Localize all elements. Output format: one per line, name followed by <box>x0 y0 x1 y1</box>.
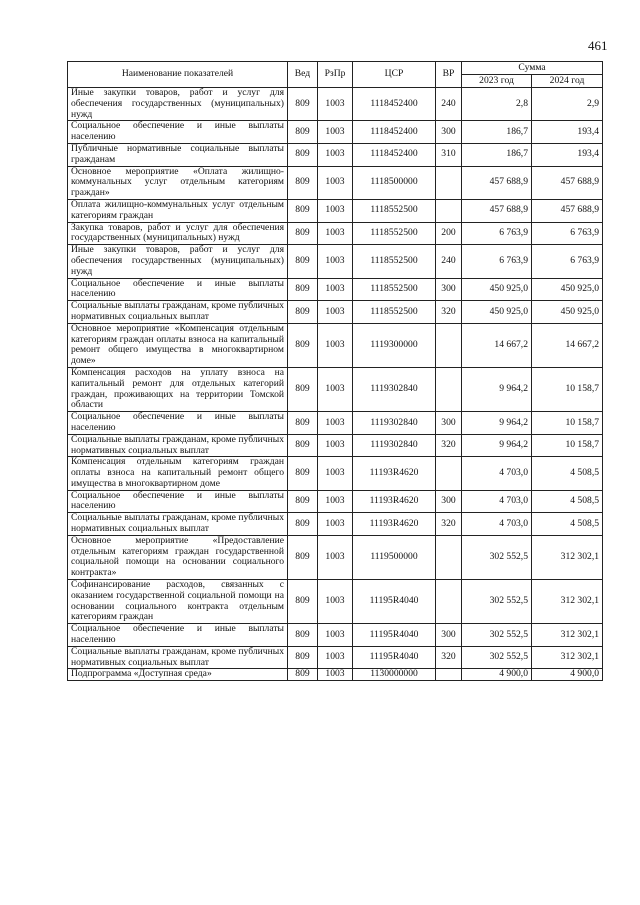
row-name-cell: Компенсация расходов на уплату взноса на капитальный ремонт для отдельных категорий граждан, проживающих на территории Томской области <box>68 367 288 411</box>
row-sum-2023-cell: 302 552,5 <box>462 646 532 669</box>
row-sum-2023-cell: 6 763,9 <box>462 222 532 245</box>
row-csr-cell: 11195R4040 <box>353 580 436 624</box>
row-sum-2023-cell: 302 552,5 <box>462 624 532 647</box>
row-name-cell: Основное мероприятие «Предоставление отдельным категориям граждан государственной социальной помощи на основании социального контракта» <box>68 535 288 579</box>
row-sum-2023-cell: 457 688,9 <box>462 199 532 222</box>
table-row <box>68 535 603 579</box>
row-sum-2023-cell: 457 688,9 <box>462 166 532 199</box>
row-csr-cell: 1119302840 <box>353 434 436 457</box>
row-sum-2024-cell: 4 508,5 <box>532 457 603 490</box>
row-rzpr-cell: 1003 <box>318 166 353 199</box>
row-rzpr-cell: 1003 <box>318 88 353 121</box>
table-row <box>68 166 603 199</box>
row-csr-cell: 1130000000 <box>353 669 436 681</box>
row-ved-cell: 809 <box>288 199 318 222</box>
row-ved-cell: 809 <box>288 412 318 435</box>
row-ved-cell: 809 <box>288 166 318 199</box>
row-rzpr-cell: 1003 <box>318 199 353 222</box>
table-row <box>68 646 603 669</box>
row-name-cell: Социальные выплаты гражданам, кроме публичных нормативных социальных выплат <box>68 646 288 669</box>
row-vr-cell <box>436 580 462 624</box>
budget-table <box>67 61 603 681</box>
row-sum-2023-cell: 4 703,0 <box>462 457 532 490</box>
row-csr-cell: 1118552500 <box>353 199 436 222</box>
row-vr-cell: 300 <box>436 624 462 647</box>
row-sum-2023-cell: 302 552,5 <box>462 580 532 624</box>
row-rzpr-cell: 1003 <box>318 367 353 411</box>
row-csr-cell: 1119300000 <box>353 323 436 367</box>
row-csr-cell: 1118452400 <box>353 121 436 144</box>
row-sum-2024-cell: 10 158,7 <box>532 367 603 411</box>
row-vr-cell <box>436 166 462 199</box>
row-rzpr-cell: 1003 <box>318 646 353 669</box>
header-name: Наименование показателей <box>68 62 288 88</box>
table-row <box>68 669 603 681</box>
row-name-cell: Компенсация отдельным категориям граждан оплаты взноса на капитальный ремонт общего имущества в многоквартирном доме <box>68 457 288 490</box>
header-csr: ЦСР <box>353 62 436 88</box>
row-name-cell: Иные закупки товаров, работ и услуг для обеспечения государственных (муниципальных) нужд <box>68 245 288 278</box>
row-name-cell: Подпрограмма «Доступная среда» <box>68 669 288 681</box>
row-name-cell: Основное мероприятие «Компенсация отдельным категориям граждан оплаты взноса на капитальный ремонт общего имущества в многоквартирном доме» <box>68 323 288 367</box>
row-ved-cell: 809 <box>288 580 318 624</box>
row-vr-cell: 240 <box>436 88 462 121</box>
table-row <box>68 278 603 301</box>
row-sum-2023-cell: 4 900,0 <box>462 669 532 681</box>
table-row <box>68 121 603 144</box>
table-body <box>68 88 603 681</box>
row-ved-cell: 809 <box>288 143 318 166</box>
row-csr-cell: 1118452400 <box>353 143 436 166</box>
row-ved-cell: 809 <box>288 624 318 647</box>
row-vr-cell <box>436 535 462 579</box>
row-vr-cell <box>436 323 462 367</box>
row-sum-2024-cell: 457 688,9 <box>532 199 603 222</box>
row-rzpr-cell: 1003 <box>318 121 353 144</box>
row-csr-cell: 1119500000 <box>353 535 436 579</box>
row-ved-cell: 809 <box>288 301 318 324</box>
row-rzpr-cell: 1003 <box>318 222 353 245</box>
row-name-cell: Социальные выплаты гражданам, кроме публичных нормативных социальных выплат <box>68 301 288 324</box>
row-vr-cell: 320 <box>436 646 462 669</box>
header-ved: Вед <box>288 62 318 88</box>
row-ved-cell: 809 <box>288 434 318 457</box>
row-sum-2023-cell: 9 964,2 <box>462 367 532 411</box>
row-sum-2024-cell: 312 302,1 <box>532 580 603 624</box>
row-sum-2024-cell: 312 302,1 <box>532 624 603 647</box>
page-number: 461 <box>588 38 608 53</box>
row-sum-2024-cell: 312 302,1 <box>532 646 603 669</box>
row-csr-cell: 1119302840 <box>353 412 436 435</box>
row-rzpr-cell: 1003 <box>318 490 353 513</box>
row-sum-2024-cell: 193,4 <box>532 143 603 166</box>
row-ved-cell: 809 <box>288 367 318 411</box>
row-sum-2024-cell: 312 302,1 <box>532 535 603 579</box>
row-csr-cell: 1118500000 <box>353 166 436 199</box>
row-sum-2024-cell: 457 688,9 <box>532 166 603 199</box>
row-rzpr-cell: 1003 <box>318 457 353 490</box>
row-csr-cell: 1118452400 <box>353 88 436 121</box>
row-sum-2023-cell: 186,7 <box>462 121 532 144</box>
header-year-2024: 2024 год <box>532 75 603 88</box>
table-row <box>68 457 603 490</box>
row-name-cell: Основное мероприятие «Оплата жилищно-коммунальных услуг отдельным категориям граждан» <box>68 166 288 199</box>
row-sum-2023-cell: 2,8 <box>462 88 532 121</box>
header-year-2023: 2023 год <box>462 75 532 88</box>
row-sum-2024-cell: 2,9 <box>532 88 603 121</box>
row-name-cell: Социальные выплаты гражданам, кроме публичных нормативных социальных выплат <box>68 434 288 457</box>
row-ved-cell: 809 <box>288 646 318 669</box>
row-vr-cell: 300 <box>436 278 462 301</box>
table-row <box>68 323 603 367</box>
row-ved-cell: 809 <box>288 457 318 490</box>
row-name-cell: Социальное обеспечение и иные выплаты населению <box>68 412 288 435</box>
row-ved-cell: 809 <box>288 513 318 536</box>
table-row <box>68 301 603 324</box>
row-sum-2024-cell: 4 508,5 <box>532 490 603 513</box>
row-sum-2024-cell: 14 667,2 <box>532 323 603 367</box>
table-row <box>68 580 603 624</box>
row-rzpr-cell: 1003 <box>318 513 353 536</box>
row-sum-2024-cell: 450 925,0 <box>532 301 603 324</box>
row-csr-cell: 1118552500 <box>353 245 436 278</box>
row-vr-cell: 320 <box>436 434 462 457</box>
table-row <box>68 624 603 647</box>
row-sum-2024-cell: 450 925,0 <box>532 278 603 301</box>
row-name-cell: Социальное обеспечение и иные выплаты населению <box>68 278 288 301</box>
row-name-cell: Иные закупки товаров, работ и услуг для обеспечения государственных (муниципальных) нужд <box>68 88 288 121</box>
row-sum-2023-cell: 4 703,0 <box>462 490 532 513</box>
table-row <box>68 222 603 245</box>
row-rzpr-cell: 1003 <box>318 580 353 624</box>
row-vr-cell: 200 <box>436 222 462 245</box>
row-sum-2024-cell: 193,4 <box>532 121 603 144</box>
row-vr-cell: 320 <box>436 513 462 536</box>
row-vr-cell: 320 <box>436 301 462 324</box>
row-csr-cell: 1118552500 <box>353 278 436 301</box>
row-vr-cell: 300 <box>436 490 462 513</box>
row-name-cell: Социальные выплаты гражданам, кроме публичных нормативных социальных выплат <box>68 513 288 536</box>
row-csr-cell: 11195R4040 <box>353 646 436 669</box>
row-vr-cell: 300 <box>436 412 462 435</box>
row-ved-cell: 809 <box>288 121 318 144</box>
table-row <box>68 143 603 166</box>
row-vr-cell: 310 <box>436 143 462 166</box>
row-sum-2023-cell: 302 552,5 <box>462 535 532 579</box>
row-sum-2023-cell: 14 667,2 <box>462 323 532 367</box>
row-name-cell: Социальное обеспечение и иные выплаты населению <box>68 121 288 144</box>
row-ved-cell: 809 <box>288 222 318 245</box>
row-csr-cell: 1118552500 <box>353 301 436 324</box>
row-name-cell: Социальное обеспечение и иные выплаты населению <box>68 490 288 513</box>
row-vr-cell <box>436 199 462 222</box>
table-row <box>68 245 603 278</box>
row-sum-2024-cell: 6 763,9 <box>532 245 603 278</box>
row-rzpr-cell: 1003 <box>318 412 353 435</box>
row-csr-cell: 1118552500 <box>353 222 436 245</box>
row-rzpr-cell: 1003 <box>318 535 353 579</box>
row-rzpr-cell: 1003 <box>318 434 353 457</box>
table-row <box>68 88 603 121</box>
table-header <box>68 62 603 88</box>
row-ved-cell: 809 <box>288 490 318 513</box>
row-vr-cell: 300 <box>436 121 462 144</box>
row-sum-2024-cell: 10 158,7 <box>532 434 603 457</box>
row-rzpr-cell: 1003 <box>318 624 353 647</box>
header-rzpr: РзПр <box>318 62 353 88</box>
row-ved-cell: 809 <box>288 535 318 579</box>
row-sum-2024-cell: 10 158,7 <box>532 412 603 435</box>
row-csr-cell: 11193R4620 <box>353 457 436 490</box>
row-sum-2023-cell: 450 925,0 <box>462 301 532 324</box>
row-ved-cell: 809 <box>288 278 318 301</box>
row-vr-cell <box>436 367 462 411</box>
row-name-cell: Публичные нормативные социальные выплаты гражданам <box>68 143 288 166</box>
row-sum-2024-cell: 4 508,5 <box>532 513 603 536</box>
row-sum-2023-cell: 450 925,0 <box>462 278 532 301</box>
row-ved-cell: 809 <box>288 245 318 278</box>
row-vr-cell: 240 <box>436 245 462 278</box>
header-sum: Сумма <box>462 62 603 75</box>
table-row <box>68 199 603 222</box>
row-name-cell: Оплата жилищно-коммунальных услуг отдельным категориям граждан <box>68 199 288 222</box>
row-ved-cell: 809 <box>288 88 318 121</box>
row-rzpr-cell: 1003 <box>318 278 353 301</box>
table-row <box>68 490 603 513</box>
row-sum-2024-cell: 6 763,9 <box>532 222 603 245</box>
row-sum-2023-cell: 186,7 <box>462 143 532 166</box>
row-ved-cell: 809 <box>288 323 318 367</box>
row-rzpr-cell: 1003 <box>318 301 353 324</box>
row-name-cell: Социальное обеспечение и иные выплаты населению <box>68 624 288 647</box>
row-csr-cell: 1119302840 <box>353 367 436 411</box>
row-name-cell: Софинансирование расходов, связанных с оказанием государственной социальной помощи на основании социального контракта отдельным категориям граждан <box>68 580 288 624</box>
table-row <box>68 513 603 536</box>
row-vr-cell <box>436 669 462 681</box>
row-rzpr-cell: 1003 <box>318 143 353 166</box>
row-ved-cell: 809 <box>288 669 318 681</box>
row-rzpr-cell: 1003 <box>318 323 353 367</box>
table-row <box>68 412 603 435</box>
row-sum-2023-cell: 6 763,9 <box>462 245 532 278</box>
row-sum-2023-cell: 4 703,0 <box>462 513 532 536</box>
row-sum-2023-cell: 9 964,2 <box>462 412 532 435</box>
table-row <box>68 367 603 411</box>
header-vr: ВР <box>436 62 462 88</box>
row-vr-cell <box>436 457 462 490</box>
row-name-cell: Закупка товаров, работ и услуг для обеспечения государственных (муниципальных) нужд <box>68 222 288 245</box>
row-rzpr-cell: 1003 <box>318 669 353 681</box>
table-row <box>68 434 603 457</box>
row-csr-cell: 11193R4620 <box>353 513 436 536</box>
row-sum-2023-cell: 9 964,2 <box>462 434 532 457</box>
row-csr-cell: 11193R4620 <box>353 490 436 513</box>
row-csr-cell: 11195R4040 <box>353 624 436 647</box>
row-rzpr-cell: 1003 <box>318 245 353 278</box>
row-sum-2024-cell: 4 900,0 <box>532 669 603 681</box>
